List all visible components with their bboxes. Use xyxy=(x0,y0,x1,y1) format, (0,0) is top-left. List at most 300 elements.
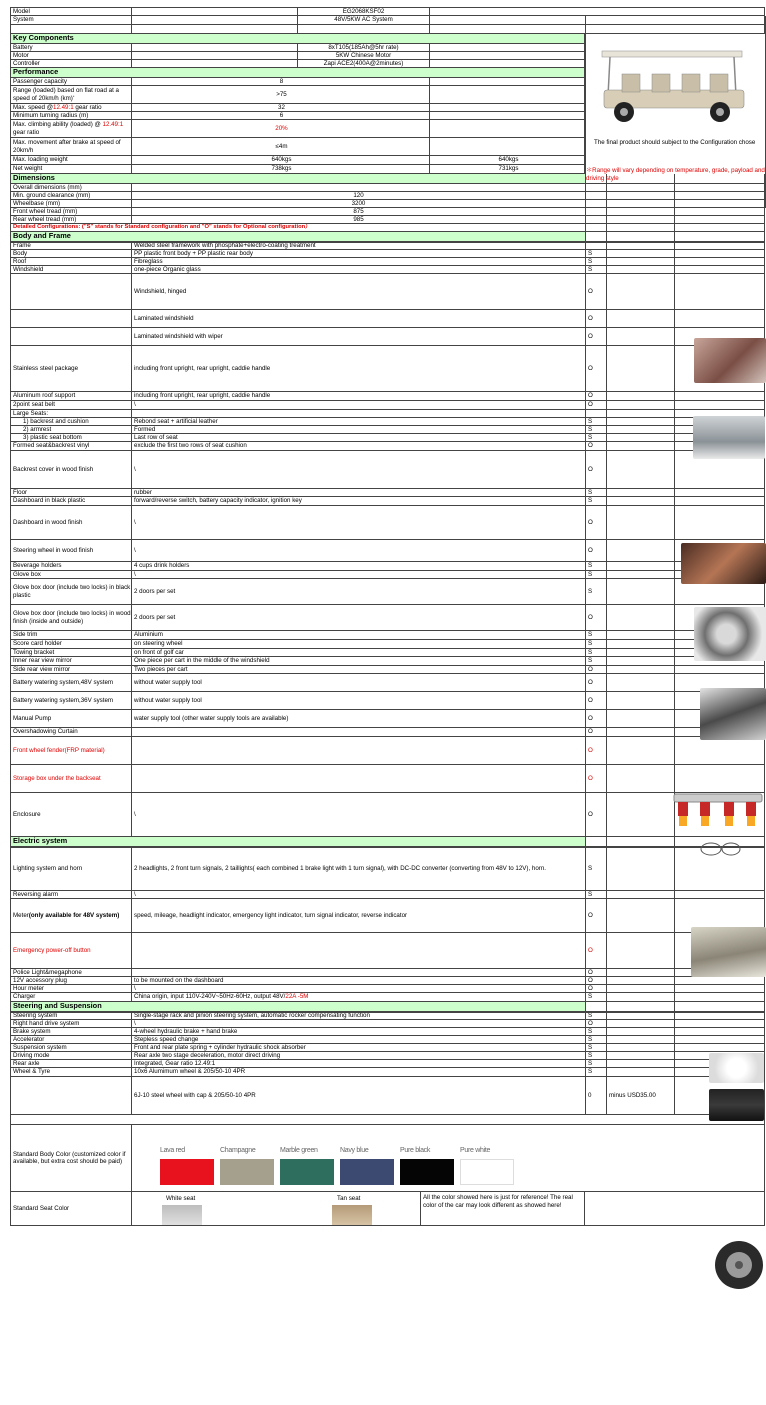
row-code: O xyxy=(585,442,606,450)
row-desc: Stepless speed change xyxy=(131,1036,585,1043)
row-towing-bracket xyxy=(10,649,765,657)
row-desc: Windshield, hinged xyxy=(131,274,585,309)
row-code: O xyxy=(585,274,606,309)
row-price xyxy=(606,793,674,836)
row-label xyxy=(11,274,131,309)
row-label: 2) armrest xyxy=(23,426,52,433)
row-label: Dashboard in black plastic xyxy=(13,497,86,505)
row-code: O xyxy=(585,793,606,836)
row-label: Storage box under the backseat xyxy=(13,774,101,782)
row-loading: Max. loading weight 640kgs 640kgs xyxy=(10,156,585,165)
row-seat-color: Standard Seat Color White seat Tan seat All the color showed here is just for reference! The real color of the car may look different as showed here! xyxy=(10,1192,765,1226)
row-code xyxy=(585,243,606,249)
row-desc: Fibreglass xyxy=(131,258,585,265)
seat-white-swatch xyxy=(162,1205,202,1225)
electric-rows xyxy=(10,847,765,1002)
row-label: Battery watering system,48V system xyxy=(13,678,114,686)
seat-tan-label: Tan seat xyxy=(337,1195,361,1202)
seat-tan-swatch xyxy=(332,1205,372,1225)
manual-pump-icon xyxy=(697,838,745,860)
row-price xyxy=(606,993,674,1001)
row-label: Dashboard in wood finish xyxy=(13,518,83,526)
row-price xyxy=(606,1044,674,1051)
row-price xyxy=(606,737,674,764)
row-code: O xyxy=(585,506,606,539)
row-desc: 6J-10 steel wheel with cap & 205/50-10 4PR xyxy=(131,1077,585,1114)
row-desc: forward/reverse switch, battery capacity indicator, ignition key xyxy=(131,497,585,505)
row-enclosure xyxy=(10,793,765,837)
row-label: Steering wheel in wood finish xyxy=(13,546,94,554)
row-code: S xyxy=(585,891,606,898)
row-price xyxy=(606,640,674,648)
row-price xyxy=(606,497,674,505)
row-desc xyxy=(131,765,585,792)
row-label: Aluminum roof support xyxy=(13,392,76,400)
row-price xyxy=(606,657,674,665)
row-desc: Laminated windshield xyxy=(131,310,585,327)
row-price xyxy=(606,250,674,257)
row-code: S xyxy=(585,848,606,890)
row-price xyxy=(606,401,674,409)
row-price xyxy=(606,891,674,898)
row-glove-box xyxy=(10,571,765,579)
row-code: O xyxy=(585,401,606,409)
row-body xyxy=(10,250,765,258)
row-desc: \ xyxy=(131,540,585,561)
row-body-color: Standard Body Color (customized color if available, but extra cost should be paid) Lava red Champagne Marble green Navy blue Pure black Pure white xyxy=(10,1124,765,1192)
row-climb: Max. climbing ability (loaded) @ 12.49:1 gear ratio 20% xyxy=(10,120,585,138)
row-desc: Single-stage rack and pinion steering system, automatic rocker compensating function xyxy=(131,1013,585,1019)
row-price xyxy=(606,649,674,656)
color-label: Pure black xyxy=(400,1147,431,1154)
row-price xyxy=(606,1060,674,1067)
row-laminated-windshield-with-wiper xyxy=(10,328,765,346)
row-label: Frame xyxy=(13,243,31,249)
row-desc: without water supply tool xyxy=(131,674,585,691)
row-battery-watering-system-36v-system xyxy=(10,692,765,710)
row-wheel-tyre xyxy=(10,1068,765,1077)
section-title: Key Components xyxy=(13,34,74,43)
row-price xyxy=(606,426,674,433)
row-1-backrest-and-cushion xyxy=(10,418,765,426)
row-desc: rubber xyxy=(131,489,585,496)
row-dashboard-in-black-plastic xyxy=(10,497,765,506)
row-desc: \ xyxy=(131,985,585,992)
row-price xyxy=(606,506,674,539)
row-windshield-hinged xyxy=(10,274,765,310)
row-beverage-holders xyxy=(10,562,765,571)
row-code: O xyxy=(585,451,606,488)
row-label xyxy=(11,328,131,345)
row-price xyxy=(606,451,674,488)
row-battery: Battery 8xT105(185Ah@5hr rate) xyxy=(10,44,585,52)
row-score-card-holder xyxy=(10,640,765,649)
row-reversing-alarm xyxy=(10,891,765,899)
section-electric: Electric system xyxy=(10,837,765,847)
row-price xyxy=(606,765,674,792)
meter-photo xyxy=(709,1053,764,1083)
row-6j-10-steel-wheel-with-cap-205-50-10-4pr xyxy=(10,1077,765,1115)
row-label: Glove box xyxy=(13,571,41,578)
row-desc xyxy=(131,969,585,976)
row-side-trim xyxy=(10,631,765,640)
row-desc: One piece per cart in the middle of the windshield xyxy=(131,657,585,665)
range-note: ＊Range will vary depending on temperature, grade, payload and driving style xyxy=(586,167,765,183)
row-price xyxy=(606,1013,674,1019)
row-desc: water supply tool (other water supply tools are available) xyxy=(131,710,585,727)
row-desc: \ xyxy=(131,571,585,578)
row-ground: Min. ground clearance (mm) 120 xyxy=(10,192,765,200)
wheel-icon xyxy=(713,1239,765,1291)
row-lighting-system-and-horn xyxy=(10,847,765,891)
dashboard-wood-photo xyxy=(694,607,766,661)
row-label: Backrest cover in wood finish xyxy=(13,465,94,473)
row-desc: including front upright, rear upright, caddie handle xyxy=(131,346,585,391)
row-backrest-cover-in-wood-finish xyxy=(10,451,765,489)
row-code: S xyxy=(585,266,606,273)
row-label: Front wheel fender(FRP material) xyxy=(13,746,105,754)
row-code: S xyxy=(585,657,606,665)
row-price xyxy=(606,346,674,391)
row-config-note: Detailed Configurations: ("S" stands for Standard configuration and "O" stands for Optional configuration） xyxy=(10,224,765,232)
row-speed: Max. speed @12.49:1 gear ratio 32 xyxy=(10,104,585,112)
row-code: S xyxy=(585,631,606,639)
row-label: Rear axle xyxy=(13,1060,40,1067)
row-price xyxy=(606,848,674,890)
row-desc: Aluminium xyxy=(131,631,585,639)
row-wheelbase: Wheelbase (mm) 3200 xyxy=(10,200,765,208)
row-desc: Rebond seat + artificial leather xyxy=(131,418,585,425)
row-meter-only-available-for-48v-system xyxy=(10,899,765,933)
row-price xyxy=(606,434,674,441)
row-rear-tread: Rear wheel tread (mm) 985 xyxy=(10,216,765,224)
row-price xyxy=(606,489,674,496)
body-frame-rows xyxy=(10,242,765,837)
row-code: 0 xyxy=(585,1077,606,1114)
row-label: Suspension system xyxy=(13,1044,67,1051)
system-value: 48V/5KW AC System xyxy=(297,16,429,24)
watering-system-icon xyxy=(670,790,766,830)
stainless-package-photo xyxy=(693,416,765,459)
steering-rows xyxy=(10,1012,765,1115)
emergency-button-photo xyxy=(709,1089,764,1121)
row-desc: \ xyxy=(131,451,585,488)
row-label: Wheel & Tyre xyxy=(13,1068,51,1076)
row-label: Overshadowing Curtain xyxy=(13,728,78,736)
color-label: Pure white xyxy=(460,1147,491,1154)
row-desc: Integrated, Gear ratio 12.49:1 xyxy=(131,1060,585,1067)
row-police-light-megaphone xyxy=(10,969,765,977)
product-panel xyxy=(585,16,766,208)
row-label: Lighting system and horn xyxy=(13,865,83,873)
enclosure-photo xyxy=(691,927,766,977)
row-brake: Max. movement after brake at speed of 20km/h ≤4m xyxy=(10,138,585,156)
row-price xyxy=(606,310,674,327)
row-code: O xyxy=(585,328,606,345)
row-price xyxy=(606,243,674,249)
row-code: O xyxy=(585,977,606,984)
row-price xyxy=(606,692,674,709)
color-swatch xyxy=(280,1159,334,1185)
row-label: Stainless steel package xyxy=(13,364,79,372)
row-desc: Laminated windshield with wiper xyxy=(131,328,585,345)
row-glove-box-door-include-two-locks-in-wood-finish-inside-and-outside xyxy=(10,605,765,631)
row-desc: 2 doors per set xyxy=(131,579,585,604)
row-price xyxy=(606,392,674,400)
row-code: S xyxy=(585,640,606,648)
row-label: Hour meter xyxy=(13,985,44,992)
row-price xyxy=(606,418,674,425)
row-label: 2point seat belt xyxy=(13,401,55,409)
row-accelerator xyxy=(10,1036,765,1044)
row-label: Reversing alarm xyxy=(13,891,59,898)
row-passenger: Passenger capacity 8 xyxy=(10,78,585,86)
system-label: System xyxy=(13,16,34,24)
row-desc: without water supply tool xyxy=(131,692,585,709)
row-price: minus USD35.00 xyxy=(606,1077,674,1114)
row-stainless-steel-package xyxy=(10,346,765,392)
color-label: Navy blue xyxy=(340,1147,369,1154)
row-front-wheel-fender-frp-material xyxy=(10,737,765,765)
row-code: S xyxy=(585,426,606,433)
row-desc: \ xyxy=(131,1020,585,1027)
row-desc xyxy=(131,728,585,736)
row-formed-seat-backrest-vinyl xyxy=(10,442,765,451)
row-code: S xyxy=(585,1044,606,1051)
row-label: Right hand drive system xyxy=(13,1020,80,1027)
row-label: Windshield xyxy=(13,266,44,273)
row-price xyxy=(606,258,674,265)
color-swatch xyxy=(460,1159,514,1185)
row-motor: Motor 5KW Chinese Motor xyxy=(10,52,585,60)
row-price xyxy=(606,410,674,417)
row-right-hand-drive-system xyxy=(10,1020,765,1028)
row-label: 3) plastic seat bottom xyxy=(23,434,82,441)
color-swatch xyxy=(340,1159,394,1185)
row-code: S xyxy=(585,434,606,441)
row-label: Meter (only available for 48V system) xyxy=(13,911,120,919)
backrest-wood-photo xyxy=(681,543,766,584)
row-desc: 4-wheel hydraulic brake + hand brake xyxy=(131,1028,585,1035)
row-label: Brake system xyxy=(13,1028,51,1035)
row-desc: \ xyxy=(131,793,585,836)
row-desc: on front of golf car xyxy=(131,649,585,656)
section-steering: Steering and Suspension xyxy=(10,1002,765,1012)
row-price xyxy=(606,579,674,604)
row-code: S xyxy=(585,1013,606,1019)
row-desc xyxy=(131,933,585,968)
row-label: Driving mode xyxy=(13,1052,50,1059)
row-code: O xyxy=(585,605,606,630)
row-price xyxy=(606,274,674,309)
row-code: O xyxy=(585,985,606,992)
row-model xyxy=(10,7,765,16)
row-price xyxy=(606,1068,674,1076)
row-price xyxy=(606,710,674,727)
row-code: S xyxy=(585,579,606,604)
row-desc: exclude the first two rows of seat cushion xyxy=(131,442,585,450)
row-desc: speed, mileage, headlight indicator, emergency light indicator, turn signal indicator, reverse indicator xyxy=(131,899,585,932)
row-label: 12V accessory plug xyxy=(13,977,67,984)
row-desc xyxy=(131,410,585,417)
row-suspension-system xyxy=(10,1044,765,1052)
row-code: O xyxy=(585,692,606,709)
row-price xyxy=(606,266,674,273)
row-desc: Front and rear plate spring + cylinder hydraulic shock absorber xyxy=(131,1044,585,1051)
row-code: S xyxy=(585,1036,606,1043)
row-overall: Overall dimensions (mm) xyxy=(10,184,765,192)
row-steering-wheel-in-wood-finish xyxy=(10,540,765,562)
row-label: Body xyxy=(13,250,28,257)
row-code: S xyxy=(585,418,606,425)
row-desc: Welded steel framework with phosphate+electro-coating treatment xyxy=(131,243,585,249)
row-desc: to be mounted on the dashboard xyxy=(131,977,585,984)
row-rear-axle xyxy=(10,1060,765,1068)
row-code: S xyxy=(585,497,606,505)
row-label: Floor xyxy=(13,489,28,496)
row-price xyxy=(606,728,674,736)
row-dashboard-in-wood-finish xyxy=(10,506,765,540)
row-brake-system xyxy=(10,1028,765,1036)
row-label: Roof xyxy=(13,258,27,265)
row-price xyxy=(606,605,674,630)
row-desc: \ xyxy=(131,401,585,409)
row-code: O xyxy=(585,969,606,976)
product-note: The final product should subject to the Configuration chose xyxy=(594,139,756,146)
row-frame xyxy=(10,242,765,250)
row-label: Beverage holders xyxy=(13,562,62,570)
color-label: Marble green xyxy=(280,1147,318,1154)
row-hour-meter xyxy=(10,985,765,993)
row-code: O xyxy=(585,310,606,327)
color-label: Champagne xyxy=(220,1147,256,1154)
row-label: Enclosure xyxy=(13,810,41,818)
row-desc: PP plastic front body + PP plastic rear body xyxy=(131,250,585,257)
row-windshield xyxy=(10,266,765,274)
row-label: Formed seat&backrest vinyl xyxy=(13,442,90,450)
row-driving-mode xyxy=(10,1052,765,1060)
row-code: S xyxy=(585,258,606,265)
row-code: S xyxy=(585,489,606,496)
row-code: S xyxy=(585,649,606,656)
row-front-tread: Front wheel tread (mm) 875 xyxy=(10,208,765,216)
row-desc: including front upright, rear upright, caddie handle xyxy=(131,392,585,400)
section-body-frame: Body and Frame xyxy=(10,232,765,242)
row-desc: one-piece Organic glass xyxy=(131,266,585,273)
row-price xyxy=(606,1036,674,1043)
row-desc: China origin, input 110V-240V~50Hz-60Hz, output 48V/22A -5M xyxy=(131,993,585,1001)
section-performance: Performance xyxy=(10,68,585,78)
seat-white-label: White seat xyxy=(166,1195,196,1202)
row-price xyxy=(606,1020,674,1027)
row-2-armrest xyxy=(10,426,765,434)
row-label: Police Light&megaphone xyxy=(13,969,82,976)
row-desc xyxy=(131,737,585,764)
row-overshadowing-curtain xyxy=(10,728,765,737)
row-12v-accessory-plug xyxy=(10,977,765,985)
row-desc: Two pieces per cart xyxy=(131,666,585,673)
row-label: Large Seats: xyxy=(13,410,49,417)
row-label: Side trim xyxy=(13,631,38,639)
row-desc: 10x6 Alumimum wheel & 205/50-10 4PR xyxy=(131,1068,585,1076)
row-label: Inner rear view mirror xyxy=(13,657,72,665)
row-inner-rear-view-mirror xyxy=(10,657,765,666)
row-range: Range (loaded) based on flat road at a speed of 20km/h (km)* >75 xyxy=(10,86,585,104)
row-desc: Last row of seat xyxy=(131,434,585,441)
row-code: O xyxy=(585,674,606,691)
row-glove-box-door-include-two-locks-in-black-plastic xyxy=(10,579,765,605)
row-charger xyxy=(10,993,765,1002)
row-price xyxy=(606,442,674,450)
row-desc: 2 headlights, 2 front turn signals, 2 taillights( each combined 1 brake light with 1 turn signal), with DC-DC converter (converting from 48V to 12V), horn. xyxy=(131,848,585,890)
row-3-plastic-seat-bottom xyxy=(10,434,765,442)
row-label: Manual Pump xyxy=(13,714,52,722)
row-label xyxy=(11,1077,131,1114)
row-code: S xyxy=(585,1028,606,1035)
row-label: Side rear view mirror xyxy=(13,666,71,673)
color-swatch xyxy=(220,1159,274,1185)
row-turning: Minimum turning radius (m) 6 xyxy=(10,112,585,120)
row-aluminum-roof-support xyxy=(10,392,765,401)
row-steering-system xyxy=(10,1012,765,1020)
row-label: Emergency power-off button xyxy=(13,946,91,954)
row-storage-box-under-the-backseat xyxy=(10,765,765,793)
color-swatch xyxy=(400,1159,454,1185)
row-code: O xyxy=(585,346,606,391)
model-value: EG2068KSF02 xyxy=(297,8,429,15)
row-net-weight: Net weight 738kgs 731kgs xyxy=(10,165,585,174)
row-code: O xyxy=(585,933,606,968)
row-price xyxy=(606,540,674,561)
section-key-components xyxy=(10,34,585,44)
row-desc: 4 cups drink holders xyxy=(131,562,585,570)
row-price xyxy=(606,977,674,984)
row-code: O xyxy=(585,1020,606,1027)
row-desc: Formed xyxy=(131,426,585,433)
row-emergency-power-off-button xyxy=(10,933,765,969)
golf-cart-image xyxy=(592,46,752,131)
row-desc: \ xyxy=(131,891,585,898)
row-label: Score card holder xyxy=(13,640,62,648)
row-code: S xyxy=(585,250,606,257)
color-label: Lava red xyxy=(160,1147,185,1154)
row-price xyxy=(606,933,674,968)
row-label: 1) backrest and cushion xyxy=(23,418,89,425)
row-code: O xyxy=(585,392,606,400)
row-desc: on steering wheel xyxy=(131,640,585,648)
row-label xyxy=(11,310,131,327)
row-desc: 2 doors per set xyxy=(131,605,585,630)
row-battery-watering-system-48v-system xyxy=(10,674,765,692)
row-code: S xyxy=(585,571,606,578)
row-code: O xyxy=(585,540,606,561)
row-code: S xyxy=(585,1052,606,1059)
color-swatch xyxy=(160,1159,214,1185)
row-desc: \ xyxy=(131,506,585,539)
row-laminated-windshield xyxy=(10,310,765,328)
row-desc: Rear axle two stage deceleration, motor direct driving xyxy=(131,1052,585,1059)
row-price xyxy=(606,985,674,992)
row-price xyxy=(606,969,674,976)
row-label: Towing bracket xyxy=(13,649,55,656)
row-roof xyxy=(10,258,765,266)
row-price xyxy=(606,571,674,578)
row-code: O xyxy=(585,737,606,764)
glove-box-photo xyxy=(700,688,766,740)
row-code: O xyxy=(585,765,606,792)
row-label: Charger xyxy=(13,993,36,1001)
row-price xyxy=(606,631,674,639)
